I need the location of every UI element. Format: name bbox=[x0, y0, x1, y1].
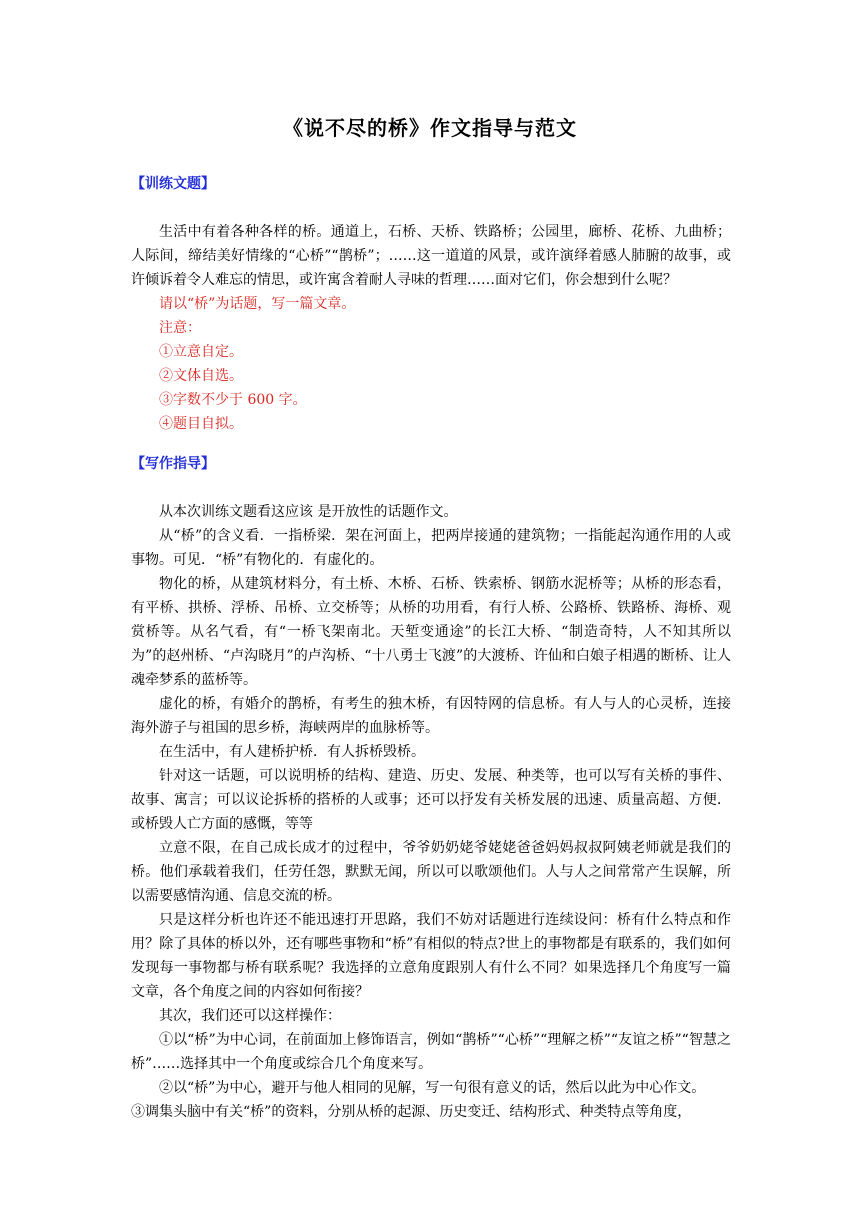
section-heading-training-topic: 【训练文题】 bbox=[131, 176, 215, 192]
section-heading-writing-guide: 【写作指导】 bbox=[131, 456, 215, 472]
guide-paragraph: ①以“桥”为中心词，在前面加上修饰语言，例如“鹊桥”“心桥”“理解之桥”“友谊之桥”“智慧之桥”……选择其中一个角度或综合几个角度来写。 bbox=[131, 1032, 731, 1072]
topic-instruction: 请以“桥”为话题，写一篇文章。 bbox=[159, 296, 356, 312]
note-item: ④题目自拟。 bbox=[159, 416, 243, 432]
guide-paragraph: 从“桥”的含义看．一指桥梁．架在河面上，把两岸接通的建筑物；一指能起沟通作用的人或事物。可见．“桥”有物化的．有虚化的。 bbox=[131, 528, 731, 568]
guide-paragraph: 针对这一话题，可以说明桥的结构、建造、历史、发展、种类等，也可以写有关桥的事件、故事、寓言；可以议论拆桥的搭桥的人或事；还可以抒发有关桥发展的迅速、质量高超、方便．或桥毁人亡方面的感慨，等等 bbox=[131, 768, 731, 832]
document-title: 《说不尽的桥》作文指导与范文 bbox=[283, 116, 577, 140]
document-body bbox=[131, 172, 731, 1124]
guide-paragraph: ②以“桥”为中心，避开与他人相同的见解，写一句很有意义的话，然后以此为中心作文。 bbox=[159, 1080, 706, 1096]
topic-prompt-paragraph: 生活中有着各种各样的桥。通道上，石桥、天桥、铁路桥；公园里，廊桥、花桥、九曲桥；人际间，缔结美好情缘的“心桥”“鹊桥”；……这一道道的风景，或许演绎着感人肺腑的故事，或许倾诉着令人难忘的情思，或许寓含着耐人寻味的哲理……面对它们，你会想到什么呢？ bbox=[131, 224, 731, 288]
guide-paragraph: 其次，我们还可以这样操作： bbox=[159, 1008, 341, 1024]
note-item: ③字数不少于 600 字。 bbox=[159, 392, 307, 408]
guide-paragraph: 从本次训练文题看这应该 是开放性的话题作文。 bbox=[159, 504, 458, 520]
guide-paragraph: 立意不限，在自己成长成才的过程中，爷爷奶奶姥爷姥姥爸爸妈妈叔叔阿姨老师就是我们的桥。他们承载着我们，任劳任怨，默默无闻，所以可以歌颂他们。人与人之间常常产生误解，所以需要感情沟通、信息交流的桥。 bbox=[131, 840, 731, 904]
guide-paragraph-last: ③调集头脑中有关“桥”的资料，分别从桥的起源、历史变迁、结构形式、种类特点等角度， bbox=[131, 1104, 692, 1120]
note-item: ①立意自定。 bbox=[159, 344, 243, 360]
guide-paragraph: 只是这样分析也许还不能迅速打开思路，我们不妨对话题进行连续设问：桥有什么特点和作用？除了具体的桥以外，还有哪些事物和“桥”有相似的特点?世上的事物都是有联系的，我们如何发现每一事物都与桥有联系呢？我选择的立意角度跟别人有什么不同？如果选择几个角度写一篇文章，各个角度之间的内容如何衔接？ bbox=[131, 912, 731, 1000]
notes-label: 注意： bbox=[159, 320, 201, 336]
guide-paragraph: 虚化的桥，有婚介的鹊桥，有考生的独木桥，有因特网的信息桥。有人与人的心灵桥，连接海外游子与祖国的思乡桥，海峡两岸的血脉桥等。 bbox=[131, 696, 731, 736]
note-item: ②文体自选。 bbox=[159, 368, 243, 384]
guide-paragraph: 在生活中，有人建桥护桥．有人拆桥毁桥。 bbox=[159, 744, 425, 760]
guide-paragraph: 物化的桥，从建筑材料分，有土桥、木桥、石桥、铁索桥、钢筋水泥桥等；从桥的形态看，有平桥、拱桥、浮桥、吊桥、立交桥等；从桥的功用看，有行人桥、公路桥、铁路桥、海桥、观赏桥等。从名气看，有“一桥飞架南北。天堑变通途”的长江大桥、“制造奇特，人不知其所以为”的赵州桥、“卢沟晓月”的卢沟桥、“十八勇士飞渡”的大渡桥、许仙和白娘子相遇的断桥、让人魂牵梦系的蓝桥等。 bbox=[131, 576, 731, 688]
